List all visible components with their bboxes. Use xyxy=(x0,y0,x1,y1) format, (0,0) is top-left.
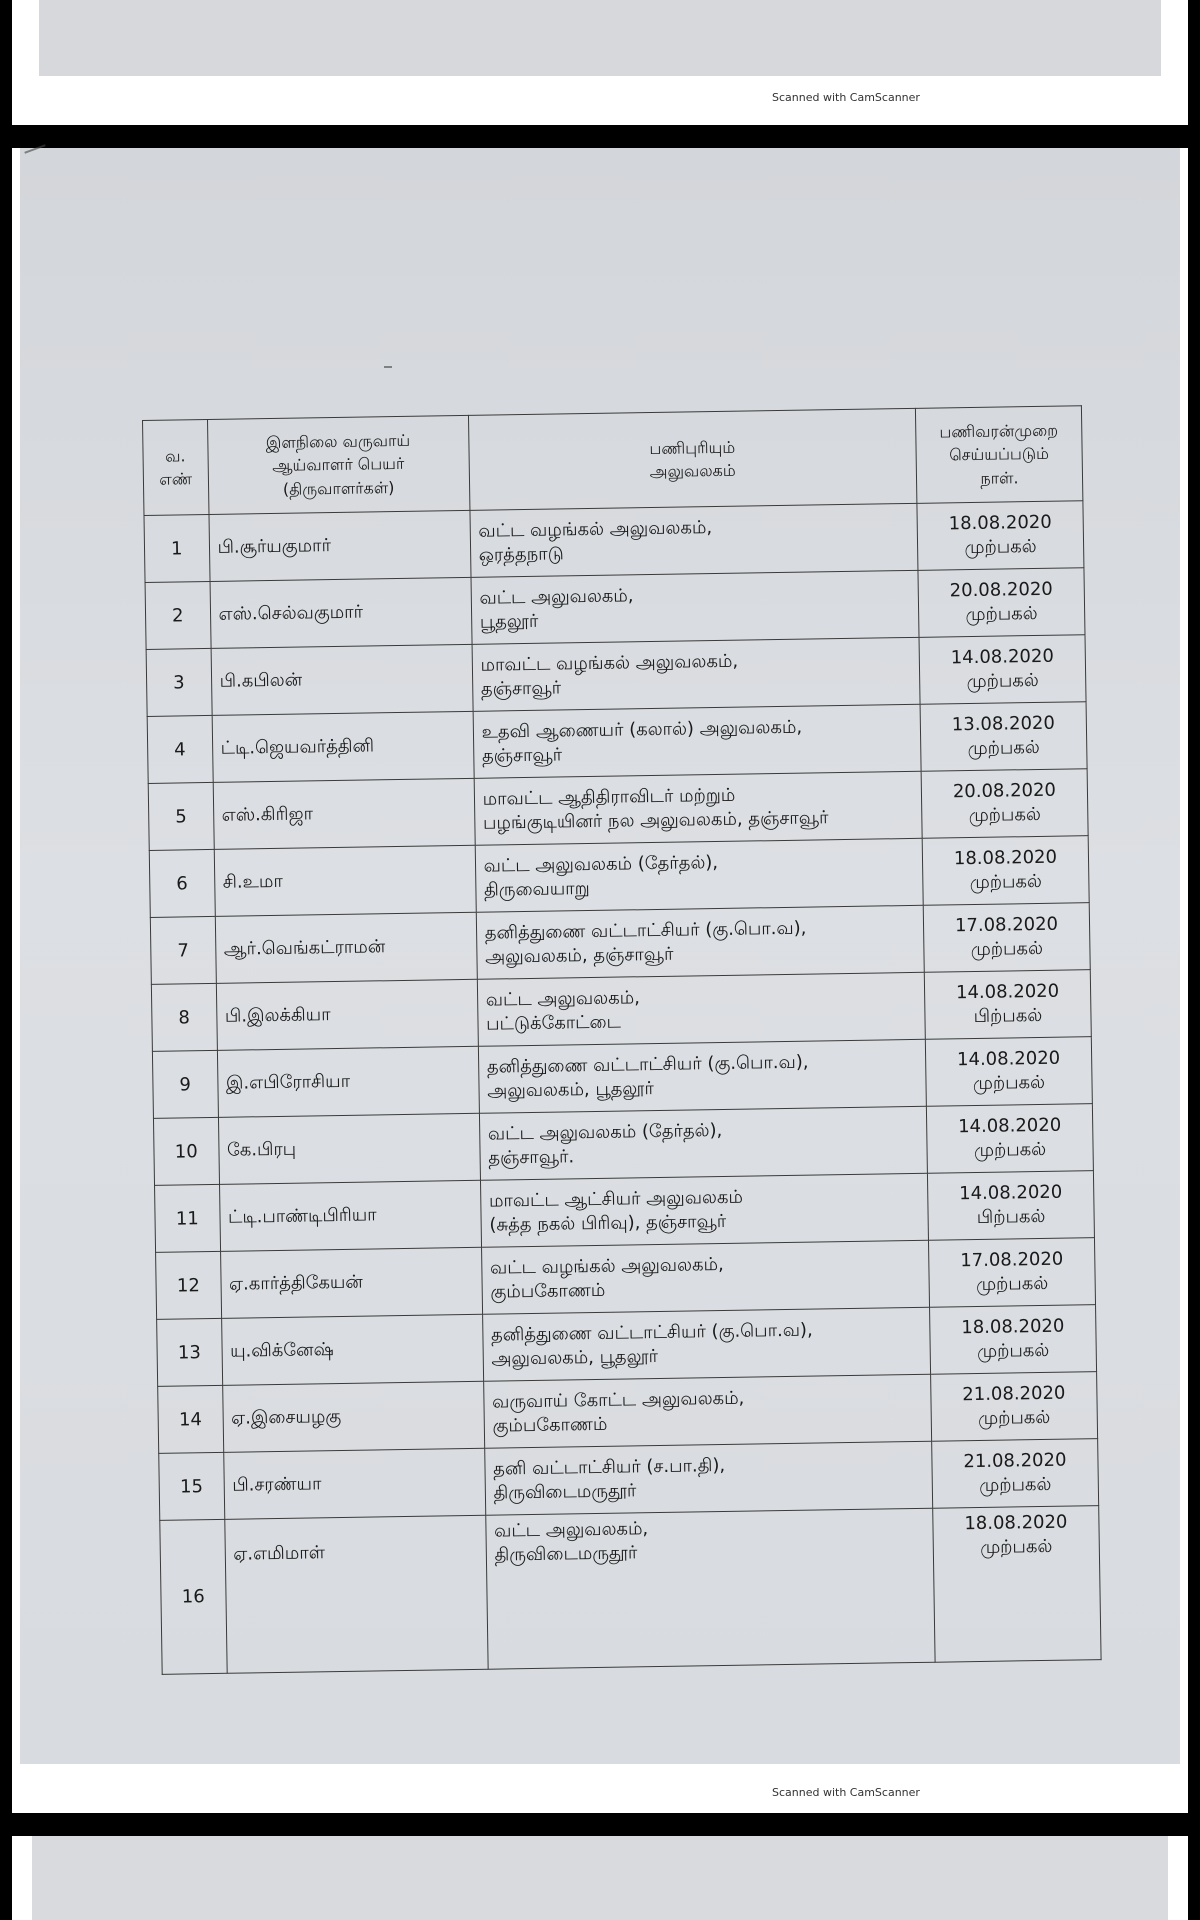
scan-speck xyxy=(384,366,392,368)
session-value: முற்பகல் xyxy=(964,535,1037,559)
scanned-page-top xyxy=(12,0,1188,125)
office-line: மாவட்ட ஆட்சியர் அலுவலகம் xyxy=(488,1186,744,1212)
date-cell xyxy=(920,702,1087,772)
date-cell xyxy=(924,970,1091,1040)
scanned-page-main xyxy=(12,148,1188,1813)
serial-number-cell: 7 xyxy=(150,916,216,984)
office-line: வட்ட வழங்கல் அலுவலகம், xyxy=(489,1253,724,1279)
date-cell xyxy=(923,903,1090,973)
session-value: முற்பகல் xyxy=(980,1536,1053,1559)
office-line: திருவிடைமருதூர் xyxy=(493,1480,637,1504)
date-value: 14.08.2020 xyxy=(957,1114,1062,1137)
session-value: முற்பகல் xyxy=(979,1473,1052,1496)
session-value: முற்பகல் xyxy=(972,1071,1046,1095)
office-line: தனி வட்டாட்சியர் (ச.பா.தி), xyxy=(493,1454,726,1480)
serial-number-cell: 14 xyxy=(158,1385,224,1453)
header-office: பணிபுரியும் அலுவலகம் xyxy=(468,408,917,510)
office-cell xyxy=(475,838,923,912)
office-line: தஞ்சாவூர் xyxy=(480,677,562,700)
office-line: (சுத்த நகல் பிரிவு), தஞ்சாவூர் xyxy=(489,1210,727,1236)
date-value: 17.08.2020 xyxy=(954,913,1059,936)
inspector-name-cell: ட்டி.ஜெயவர்த்தினி xyxy=(212,711,474,782)
office-line: வட்ட அலுவலகம் (தேர்தல்), xyxy=(487,1119,723,1145)
inspector-name-cell: இ.எபிரோசியா xyxy=(217,1046,479,1117)
office-cell xyxy=(476,905,924,979)
session-value: முற்பகல் xyxy=(966,669,1039,693)
office-line: வட்ட வழங்கல் அலுவலகம், xyxy=(478,516,713,542)
office-cell xyxy=(471,570,919,644)
header-serial-number: வ. எண் xyxy=(143,419,209,515)
inspector-name-cell: யு.விக்னேஷ் xyxy=(221,1314,483,1385)
office-line: பழங்குடியினர் நல அலுவலகம், தஞ்சாவூர் xyxy=(482,807,829,834)
scanned-page-bottom xyxy=(12,1836,1188,1920)
date-value: 21.08.2020 xyxy=(962,1382,1066,1405)
scanner-watermark-main: Scanned with CamScanner xyxy=(772,1786,920,1799)
session-value: முற்பகல் xyxy=(976,1339,1050,1362)
date-value: 20.08.2020 xyxy=(949,578,1053,602)
date-value: 18.08.2020 xyxy=(948,511,1052,535)
date-value: 18.08.2020 xyxy=(964,1511,1068,1535)
date-cell xyxy=(933,1506,1101,1663)
inspector-name-cell: ஏ.இசையழகு xyxy=(222,1381,484,1452)
serial-number-cell: 3 xyxy=(146,648,212,716)
office-cell xyxy=(482,1307,930,1381)
office-line: திருவையாறு xyxy=(483,878,590,901)
office-line: கும்பகோணம் xyxy=(492,1413,608,1437)
date-value: 20.08.2020 xyxy=(952,779,1057,803)
office-cell xyxy=(473,704,921,778)
inspector-name-cell: எஸ்.கிரிஜா xyxy=(213,778,475,849)
date-cell xyxy=(929,1305,1096,1375)
inspector-name-cell: கே.பிரபு xyxy=(218,1113,480,1184)
serial-number-cell: 8 xyxy=(151,983,217,1051)
office-cell xyxy=(472,637,920,711)
office-cell xyxy=(485,1508,935,1669)
serial-number-cell: 10 xyxy=(153,1117,219,1185)
date-cell xyxy=(922,836,1089,906)
session-value: முற்பகல் xyxy=(969,870,1043,894)
office-line: அலுவலகம், தஞ்சாவூர் xyxy=(484,943,674,968)
serial-number-cell: 4 xyxy=(147,715,213,783)
office-line: அலுவலகம், பூதலூர் xyxy=(487,1078,654,1102)
inspector-name-cell: ட்டி.பாண்டிபிரியா xyxy=(219,1180,481,1251)
date-value: 18.08.2020 xyxy=(961,1315,1065,1338)
session-value: முற்பகல் xyxy=(970,937,1044,961)
office-line: உதவி ஆணையர் (கலால்) அலுவலகம், xyxy=(481,716,803,743)
serial-number-cell: 6 xyxy=(149,849,215,917)
serial-number-cell: 12 xyxy=(156,1251,222,1319)
serial-number-cell: 1 xyxy=(144,514,210,582)
serial-number-cell: 16 xyxy=(160,1519,227,1674)
office-line: மாவட்ட வழங்கல் அலுவலகம், xyxy=(480,650,739,676)
office-cell xyxy=(470,503,918,577)
table-header-row xyxy=(143,406,1083,516)
office-line: பூதலூர் xyxy=(479,610,539,633)
serial-number-cell: 5 xyxy=(148,782,214,850)
office-line: வட்ட அலுவலகம், xyxy=(485,986,641,1011)
office-line: தனித்துணை வட்டாட்சியர் (கு.பொ.வ), xyxy=(490,1319,813,1346)
office-cell xyxy=(480,1173,928,1247)
serial-number-cell: 11 xyxy=(155,1184,221,1252)
session-value: பிற்பகல் xyxy=(976,1205,1046,1228)
office-line: வட்ட அலுவலகம், xyxy=(479,585,634,609)
inspector-name-cell: ஏ.கார்த்திகேயன் xyxy=(220,1247,482,1318)
date-value: 14.08.2020 xyxy=(950,645,1054,669)
office-cell xyxy=(484,1441,932,1515)
office-cell xyxy=(479,1106,927,1180)
header-regularisation-date: பணிவரன்முறை செய்யப்படும் நாள். xyxy=(915,406,1083,504)
date-value: 14.08.2020 xyxy=(959,1181,1063,1204)
inspector-name-cell: பி.இலக்கியா xyxy=(216,979,478,1050)
table-body xyxy=(144,501,1101,1675)
office-line: தஞ்சாவூர். xyxy=(488,1146,575,1169)
office-line: மாவட்ட ஆதிதிராவிடர் மற்றும் xyxy=(482,784,736,810)
date-cell xyxy=(925,1037,1092,1107)
date-cell xyxy=(927,1171,1094,1241)
inspector-name-cell: பி.சரண்யா xyxy=(223,1448,485,1519)
date-cell xyxy=(918,568,1085,638)
session-value: முற்பகல் xyxy=(968,803,1041,827)
date-cell xyxy=(932,1439,1099,1509)
date-value: 18.08.2020 xyxy=(953,846,1058,870)
page-photo-top xyxy=(39,0,1161,76)
office-line: அலுவலகம், பூதலூர் xyxy=(491,1346,659,1370)
date-value: 13.08.2020 xyxy=(951,712,1056,736)
date-cell xyxy=(919,635,1086,705)
office-line: தனித்துணை வட்டாட்சியர் (கு.பொ.வ), xyxy=(486,1051,809,1078)
office-cell xyxy=(474,771,922,845)
inspector-schedule-table xyxy=(142,405,1102,1675)
page-photo-bottom xyxy=(32,1836,1168,1920)
session-value: முற்பகல் xyxy=(978,1406,1051,1429)
inspector-name-cell: சி.உமா xyxy=(214,845,476,916)
office-line: வட்ட அலுவலகம், xyxy=(494,1518,649,1542)
office-line: கும்பகோணம் xyxy=(490,1279,606,1303)
office-line: தஞ்சாவூர் xyxy=(481,744,563,767)
office-cell xyxy=(477,972,925,1046)
office-line: வருவாய் கோட்ட அலுவலகம், xyxy=(491,1387,745,1413)
session-value: முற்பகல் xyxy=(965,602,1038,626)
serial-number-cell: 2 xyxy=(145,581,211,649)
session-value: முற்பகல் xyxy=(975,1272,1049,1296)
scan-speck xyxy=(24,144,45,153)
session-value: பிற்பகல் xyxy=(973,1004,1043,1028)
date-cell xyxy=(928,1238,1095,1308)
date-value: 17.08.2020 xyxy=(960,1248,1064,1271)
date-cell xyxy=(931,1372,1098,1442)
office-cell xyxy=(483,1374,931,1448)
serial-number-cell: 15 xyxy=(159,1452,225,1520)
date-cell xyxy=(917,501,1084,571)
inspector-name-cell: பி.கபிலன் xyxy=(211,644,473,715)
scanner-watermark-top: Scanned with CamScanner xyxy=(772,91,920,104)
date-cell xyxy=(926,1104,1093,1174)
session-value: முற்பகல் xyxy=(973,1138,1047,1162)
date-cell xyxy=(921,769,1088,839)
serial-number-cell: 13 xyxy=(157,1318,223,1386)
office-line: பட்டுக்கோட்டை xyxy=(486,1011,622,1035)
table-row xyxy=(160,1506,1101,1675)
office-line: திருவிடைமருதூர் xyxy=(494,1542,638,1566)
office-cell xyxy=(478,1039,926,1113)
inspector-name-cell: எஸ்.செல்வகுமார் xyxy=(210,577,472,648)
office-line: தனித்துணை வட்டாட்சியர் (கு.பொ.வ), xyxy=(484,917,807,944)
session-value: முற்பகல் xyxy=(967,736,1040,760)
date-value: 14.08.2020 xyxy=(955,980,1060,1003)
office-cell xyxy=(481,1240,929,1314)
inspector-name-cell: ஏ.எமிமாள் xyxy=(224,1515,488,1673)
serial-number-cell: 9 xyxy=(152,1050,218,1118)
header-inspector-name: இளநிலை வருவாய் ஆய்வாளர் பெயர் (திருவாளர்கள்) xyxy=(207,415,470,514)
office-line: ஒரத்தநாடு xyxy=(478,543,564,566)
inspector-name-cell: பி.சூர்யகுமார் xyxy=(208,510,470,581)
inspector-name-cell: ஆர்.வெங்கட்ராமன் xyxy=(215,912,477,983)
date-value: 21.08.2020 xyxy=(963,1449,1067,1472)
date-value: 14.08.2020 xyxy=(956,1047,1061,1070)
office-line: வட்ட அலுவலகம் (தேர்தல்), xyxy=(483,851,719,877)
